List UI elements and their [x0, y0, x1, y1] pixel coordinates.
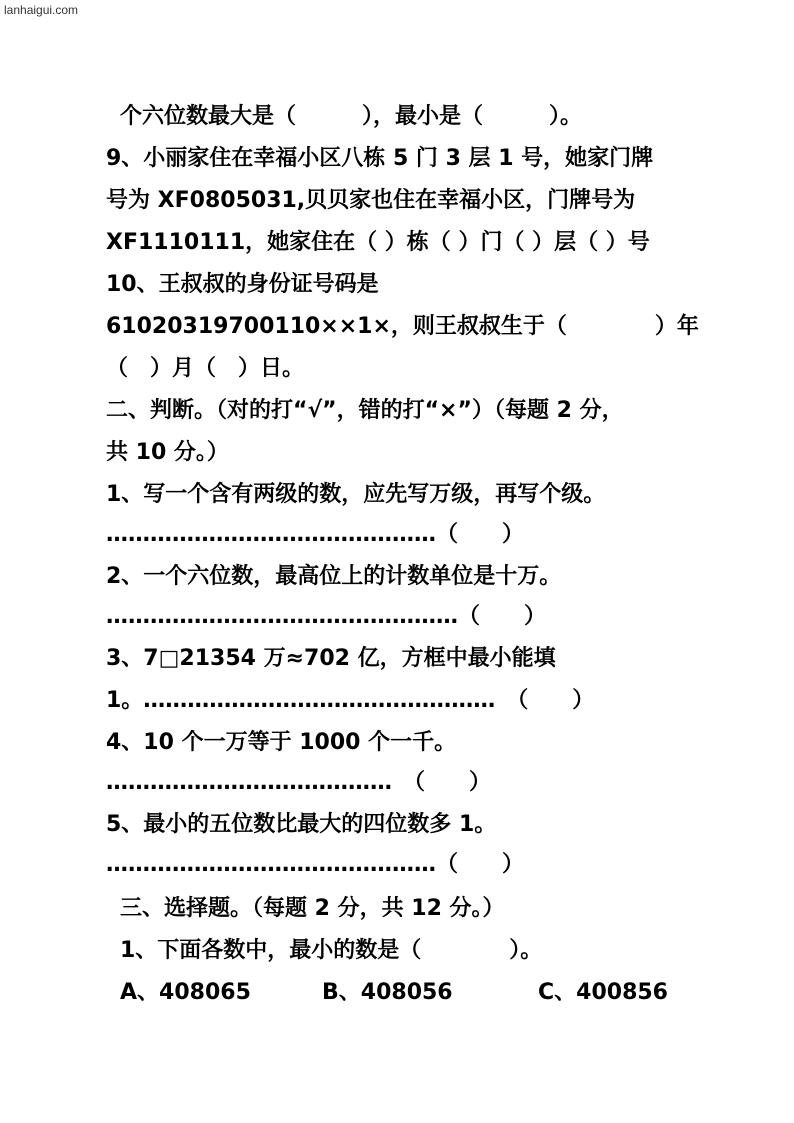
section3-heading: 三、选择题。（每题 2 分，共 12 分。）: [120, 896, 505, 921]
q10-line-1: 10、王叔叔的身份证号码是: [106, 272, 379, 297]
judge-item-1-answer: ………………………………………（ ）: [106, 522, 525, 547]
judge-item-4-text: 4、10 个一万等于 1000 个一千。: [106, 730, 457, 755]
choice-option-b: B、408056: [322, 980, 453, 1005]
q10-line-3: （ ）月（ ）日。: [106, 356, 305, 381]
section2-heading-line-2: 共 10 分。）: [106, 440, 229, 465]
judge-item-4-answer: ………………………………… （ ）: [106, 770, 492, 795]
q8-tail-line: 个六位数最大是（ ），最小是（ ）。: [120, 104, 583, 129]
judge-item-3-answer: 1。………………………………………… （ ）: [106, 688, 595, 713]
q9-line-1: 9、小丽家住在幸福小区八栋 5 门 3 层 1 号，她家门牌: [106, 146, 654, 171]
judge-item-5-text: 5、最小的五位数比最大的四位数多 1。: [106, 812, 497, 837]
q9-line-3: XF1110111，她家住在（ ）栋（ ）门（ ）层（ ）号: [106, 230, 650, 255]
choice-q1-text: 1、下面各数中，最小的数是（ ）。: [120, 938, 543, 963]
q9-line-2: 号为 XF0805031,贝贝家也住在幸福小区，门牌号为: [106, 188, 636, 213]
section2-heading-line-1: 二、判断。（对的打“√”，错的打“×”）（每题 2 分，: [106, 398, 624, 423]
choice-option-a: A、408065: [120, 980, 251, 1005]
judge-item-1-text: 1、写一个含有两级的数，应先写万级，再写个级。: [106, 482, 606, 507]
judge-item-2-text: 2、一个六位数，最高位上的计数单位是十万。: [106, 564, 562, 589]
judge-item-3-text: 3、7□21354 万≈702 亿，方框中最小能填: [106, 646, 556, 671]
watermark-text: lanhaigui.com: [4, 3, 79, 17]
choice-option-c: C、400856: [538, 980, 668, 1005]
judge-item-5-answer: ………………………………………（ ）: [106, 852, 525, 877]
q10-line-2: 61020319700110××1×，则王叔叔生于（ ）年: [106, 314, 699, 339]
judge-item-2-answer: …………………………………………（ ）: [106, 604, 547, 629]
